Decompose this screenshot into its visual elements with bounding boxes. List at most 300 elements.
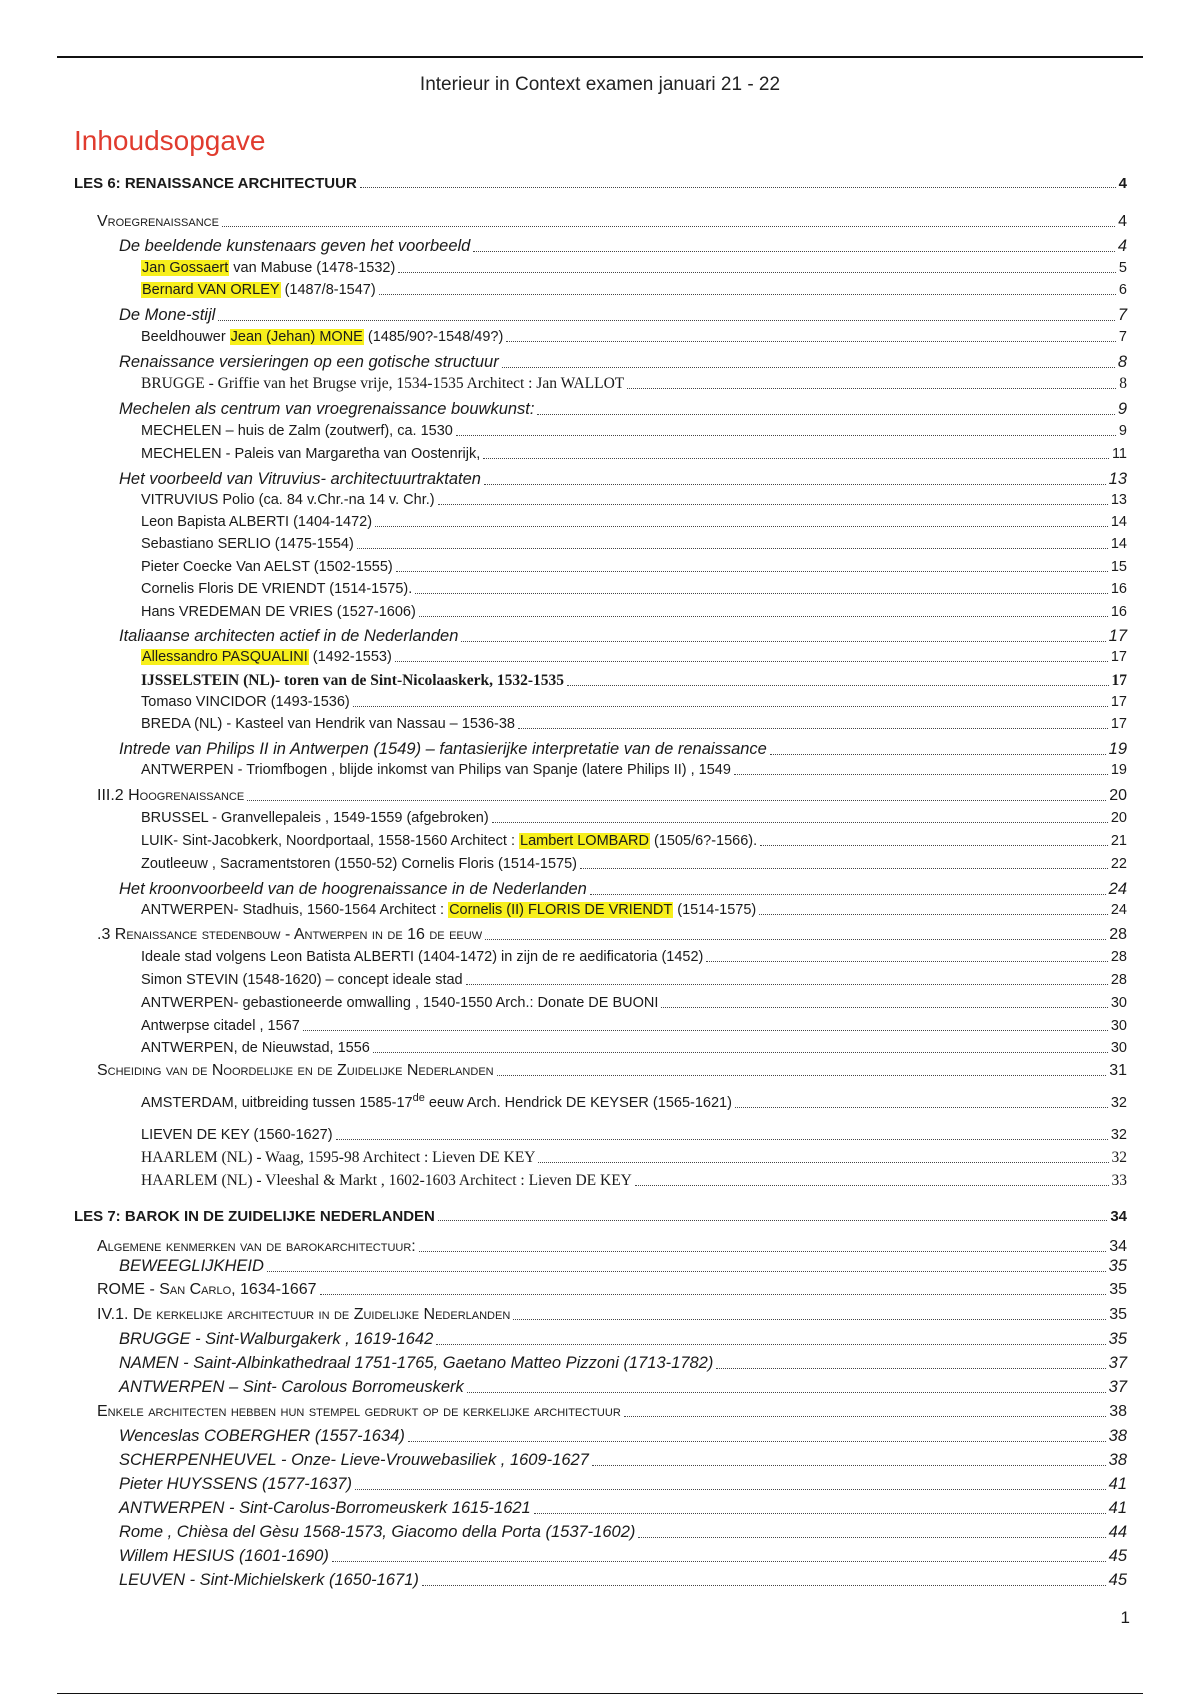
toc-entry-title: [119, 1572, 419, 1589]
toc-entry-text: Sebastiano SERLIO (1475-1554): [141, 536, 354, 552]
toc-entry-title: [141, 582, 412, 597]
toc-entry[interactable]: [141, 1041, 1127, 1056]
toc-entry-page: 34: [1110, 1208, 1127, 1225]
dot-leader: [624, 1416, 1106, 1417]
dot-leader: [735, 1107, 1108, 1108]
toc-entry-page: 37: [1108, 1378, 1127, 1396]
toc-entry-text: III.2 Hoogrenaissance: [97, 787, 245, 804]
dot-leader: [627, 388, 1116, 389]
toc-entry-title: [119, 1428, 405, 1445]
toc-entry[interactable]: [119, 881, 1127, 898]
toc-entry[interactable]: [119, 354, 1127, 371]
toc-entry-page: 17: [1111, 672, 1127, 689]
toc-entry-title: [119, 238, 470, 255]
toc-entry-page: 32: [1110, 1095, 1127, 1111]
toc-entry-page: 20: [1109, 787, 1127, 804]
toc-entry[interactable]: [141, 1092, 1127, 1111]
dot-leader: [336, 1139, 1108, 1140]
toc-entry-page: 28: [1110, 972, 1127, 988]
toc-entry-title: [141, 717, 515, 732]
toc-entry[interactable]: [141, 650, 1127, 665]
toc-entry-page: 5: [1118, 260, 1127, 276]
toc-entry-text: (1485/90?-1548/49?): [363, 329, 504, 345]
toc-entry-text: (1487/8-1547): [280, 282, 376, 298]
toc-entry[interactable]: [97, 1404, 1127, 1420]
toc-entry[interactable]: [141, 1128, 1127, 1143]
dot-leader: [398, 272, 1116, 273]
toc-entry[interactable]: [119, 1548, 1127, 1565]
dot-leader: [502, 367, 1115, 368]
dot-leader: [218, 320, 1115, 321]
toc-entry-title: [119, 307, 215, 324]
toc-entry-text: Leon Bapista ALBERTI (1404-1472): [141, 514, 373, 530]
toc-entry-title: [141, 1092, 732, 1111]
toc-entry-text: Renaissance versieringen op een gotische structuur: [119, 353, 499, 371]
toc-entry-text: MECHELEN - Paleis van Margaretha van Oostenrijk,: [141, 446, 481, 462]
toc-entry-text: Zoutleeuw , Sacramentstoren (1550-52) Cornelis Floris (1514-1575): [141, 856, 578, 872]
toc-entry-page: 41: [1108, 1475, 1127, 1493]
dot-leader: [353, 706, 1108, 707]
toc-entry[interactable]: [119, 1331, 1127, 1348]
toc-entry-page: 19: [1110, 762, 1127, 778]
toc-entry-text: Tomaso VINCIDOR (1493-1536): [141, 694, 350, 710]
toc-entry-text: Italiaanse architecten actief in de Nederlanden: [119, 627, 459, 645]
toc-entry-text: LIEVEN DE KEY (1560-1627): [141, 1127, 333, 1143]
toc-entry-text: MECHELEN – huis de Zalm (zoutwerf), ca. 1530: [141, 423, 453, 439]
toc-entry-page: 31: [1109, 1062, 1127, 1079]
toc-entry-text: Het voorbeeld van Vitruvius- architectuurtraktaten: [119, 470, 481, 488]
toc-entry-page: 38: [1108, 1427, 1127, 1445]
toc-entry[interactable]: [119, 401, 1127, 418]
toc-entry-page: 6: [1118, 282, 1127, 298]
toc-entry-page: 41: [1108, 1499, 1127, 1517]
toc-entry[interactable]: [97, 1063, 1127, 1079]
toc-entry-title: [119, 471, 481, 488]
dot-leader: [436, 1344, 1105, 1345]
dot-leader: [590, 894, 1106, 895]
toc-entry[interactable]: [141, 261, 1127, 276]
dot-leader: [759, 914, 1108, 915]
toc-entry-page: 7: [1117, 306, 1127, 324]
toc-entry-text: SCHERPENHEUVEL - Onze- Lieve-Vrouwebasiliek , 1609-1627: [119, 1451, 589, 1469]
toc-entry-title: [141, 1150, 535, 1166]
toc-entry-text: HAARLEM (NL) - Vleeshal & Markt , 1602-1603 Architect : Lieven DE KEY: [141, 1172, 632, 1189]
toc-entry-text: BRUSSEL - Granvellepaleis , 1549-1559 (afgebroken): [141, 810, 489, 826]
dot-leader: [408, 1441, 1106, 1442]
toc-entry-page: 34: [1109, 1238, 1127, 1255]
toc-entry-page: 28: [1110, 949, 1127, 965]
toc-entry-title: [97, 1307, 510, 1323]
toc-entry[interactable]: [119, 1258, 1127, 1275]
highlighted-name: Allessandro PASQUALINI: [142, 649, 308, 665]
toc-entry-title: [97, 788, 244, 804]
toc-entry[interactable]: [97, 214, 1127, 230]
header-rule: [57, 56, 1143, 58]
toc-entry-title: [141, 1173, 632, 1189]
toc-entry[interactable]: [141, 1019, 1127, 1034]
toc-entry-page: 14: [1110, 514, 1127, 530]
dot-leader: [592, 1465, 1106, 1466]
toc-entry[interactable]: [97, 788, 1127, 804]
toc-entry-title: [141, 857, 577, 872]
toc-entry-title: [141, 376, 624, 392]
toc-entry[interactable]: [119, 628, 1127, 645]
toc-entry-title: [141, 695, 350, 710]
toc-entry-title: [141, 283, 376, 298]
toc-entry-page: 17: [1110, 716, 1127, 732]
toc-entry[interactable]: [141, 811, 1127, 826]
toc-entry-title: [141, 515, 372, 530]
toc-entry-text: Scheiding van de Noordelijke en de Zuidelijke Nederlanden: [97, 1062, 494, 1079]
toc-entry[interactable]: [141, 493, 1127, 508]
toc-entry-text: ANTWERPEN- Stadhuis, 1560-1564 Architect :: [141, 902, 449, 918]
toc-entry-title: [119, 1524, 635, 1541]
toc-entry-page: 32: [1110, 1127, 1127, 1143]
toc-entry[interactable]: [141, 537, 1127, 552]
toc-entry[interactable]: [141, 330, 1127, 345]
toc-entry-text: Ideale stad volgens Leon Batista ALBERTI (1404-1472) in zijn de re aedificatoria (1452): [141, 949, 704, 965]
dot-leader: [706, 961, 1108, 962]
toc-entry-page: 30: [1110, 1018, 1127, 1034]
toc-entry-title: [97, 927, 482, 943]
toc-entry-text: ANTWERPEN – Sint- Carolous Borromeuskerk: [119, 1378, 464, 1396]
dot-leader: [567, 685, 1109, 686]
toc-entry[interactable]: [119, 1572, 1127, 1589]
toc-entry-text: Enkele architecten hebben hun stempel gedrukt op de kerkelijke architectuur: [97, 1403, 621, 1420]
toc-entry-page: 16: [1110, 604, 1127, 620]
dot-leader: [320, 1294, 1107, 1295]
dot-leader: [456, 435, 1116, 436]
toc-entry-text: Hans VREDEMAN DE VRIES (1527-1606): [141, 604, 416, 620]
toc-entry-page: 30: [1110, 995, 1127, 1011]
toc-entry-text: Wenceslas COBERGHER (1557-1634): [119, 1427, 405, 1445]
toc-entry-page: 38: [1108, 1451, 1127, 1469]
toc-entry-title: [141, 605, 416, 620]
dot-leader: [467, 1392, 1106, 1393]
toc-entry[interactable]: [141, 717, 1127, 732]
toc-entry-page: 16: [1110, 581, 1127, 597]
toc-entry-title: [141, 537, 354, 552]
dot-leader: [466, 984, 1108, 985]
toc-entry[interactable]: [97, 927, 1127, 943]
toc-entry-text: LUIK- Sint-Jacobkerk, Noordportaal, 1558-1560 Architect :: [141, 833, 519, 849]
dot-leader: [497, 1075, 1107, 1076]
toc-entry-page: 45: [1108, 1571, 1127, 1589]
toc-entry-text: Cornelis Floris DE VRIENDT (1514-1575).: [141, 581, 413, 597]
toc-entry[interactable]: [141, 283, 1127, 298]
toc-entry[interactable]: [141, 515, 1127, 530]
toc-entry-page: 4: [1117, 237, 1127, 255]
toc-entry-page: 35: [1108, 1330, 1127, 1348]
toc-entry-title: [119, 628, 458, 645]
toc-entry[interactable]: [97, 1307, 1127, 1323]
toc-entry-title: [74, 176, 357, 191]
superscript-text: de: [412, 1092, 425, 1104]
page-header-title: Interieur in Context examen januari 21 - 22: [419, 74, 781, 95]
toc-entry-text: Pieter Coecke Van AELST (1502-1555): [141, 559, 393, 575]
toc-entry[interactable]: [141, 1173, 1127, 1189]
toc-entry-title: [141, 811, 489, 826]
toc-entry-page: 24: [1110, 902, 1127, 918]
toc-entry-title: [119, 354, 499, 371]
toc-entry-text: (1492-1553): [308, 649, 392, 665]
toc-entry-title: [119, 1452, 589, 1469]
dot-leader: [373, 1052, 1108, 1053]
toc-entry-text: (1514-1575): [673, 902, 757, 918]
toc-entry-page: 21: [1110, 833, 1127, 849]
dot-leader: [506, 341, 1116, 342]
toc-entry-page: 45: [1108, 1547, 1127, 1565]
toc-entry[interactable]: [141, 560, 1127, 575]
toc-entry[interactable]: [141, 973, 1127, 988]
dot-leader: [484, 484, 1106, 485]
toc-entry-page: 14: [1110, 536, 1127, 552]
toc-entry-page: 17: [1110, 649, 1127, 665]
toc-entry-title: [141, 673, 564, 689]
dot-leader: [537, 414, 1114, 415]
toc-entry[interactable]: [119, 1355, 1127, 1372]
toc-entry-text: Simon STEVIN (1548-1620) – concept ideale stad: [141, 972, 463, 988]
toc-entry-text: BRUGGE - Sint-Walburgakerk , 1619-1642: [119, 1330, 434, 1348]
toc-entry-page: 8: [1119, 375, 1127, 392]
toc-entry-title: [141, 996, 658, 1011]
toc-entry-title: [97, 1282, 317, 1298]
toc-entry-page: 28: [1109, 926, 1127, 943]
toc-entry-page: 35: [1109, 1281, 1127, 1298]
dot-leader: [419, 1251, 1106, 1252]
dot-leader: [419, 616, 1108, 617]
dot-leader: [635, 1185, 1109, 1186]
toc-entry-title: [141, 447, 480, 462]
toc-entry[interactable]: [141, 857, 1127, 872]
toc-entry-page: 4: [1118, 175, 1127, 192]
toc-entry-title: [141, 261, 395, 276]
toc-entry[interactable]: [141, 996, 1127, 1011]
toc-entry-text: IV.1. De kerkelijke architectuur in de Zuidelijke Nederlanden: [97, 1306, 511, 1323]
dot-leader: [222, 226, 1115, 227]
toc-entry-text: Rome , Chièsa del Gèsu 1568-1573, Giacomo della Porta (1537-1602): [119, 1523, 636, 1541]
toc-entry[interactable]: [74, 176, 1127, 191]
toc-heading: Inhoudsopgave: [74, 125, 266, 156]
toc-entry[interactable]: [97, 1282, 1127, 1298]
toc-entry-text: Mechelen als centrum van vroegrenaissance bouwkunst:: [119, 400, 535, 418]
toc-entry-page: 17: [1108, 627, 1127, 645]
toc-entry-text: De beeldende kunstenaars geven het voorbeeld: [119, 237, 471, 255]
toc-entry-text: NAMEN - Saint-Albinkathedraal 1751-1765, Gaetano Matteo Pizzoni (1713-1782): [119, 1354, 714, 1372]
toc-entry-text: Intrede van Philips II in Antwerpen (1549) – fantasierijke interpretatie van de renaissance: [119, 740, 767, 758]
dot-leader: [355, 1489, 1106, 1490]
toc-entry-text: BREDA (NL) - Kasteel van Hendrik van Nassau – 1536-38: [141, 716, 515, 732]
toc-entry-page: 4: [1118, 213, 1127, 230]
toc-entry[interactable]: [119, 238, 1127, 255]
toc-entry-text: Antwerpse citadel , 1567: [141, 1018, 300, 1034]
toc-entry-page: 19: [1108, 740, 1127, 758]
toc-entry-page: 11: [1111, 446, 1127, 462]
toc-entry-title: [141, 560, 393, 575]
toc-entry-title: [141, 1041, 370, 1056]
toc-entry[interactable]: [141, 582, 1127, 597]
toc-entry[interactable]: [141, 950, 1127, 965]
toc-entry[interactable]: [141, 376, 1127, 392]
toc-entry-title: [119, 1476, 352, 1493]
dot-leader: [438, 1220, 1107, 1221]
toc-entry-title: [141, 424, 453, 439]
toc-entry-text: De Mone-stijl: [119, 306, 216, 324]
highlighted-name: Cornelis (II) FLORIS DE VRIENDT: [449, 902, 673, 918]
toc-entry-text: LEUVEN - Sint-Michielskerk (1650-1671): [119, 1571, 419, 1589]
toc-entry-page: 8: [1117, 353, 1127, 371]
dot-leader: [375, 526, 1108, 527]
toc-entry-text: .3 Renaissance stedenbouw - Antwerpen in de 16 de eeuw: [97, 926, 483, 943]
dot-leader: [396, 571, 1108, 572]
toc-entry[interactable]: [119, 1500, 1127, 1517]
toc-entry-title: [119, 741, 767, 758]
toc-entry-page: 17: [1110, 694, 1127, 710]
dot-leader: [422, 1585, 1106, 1586]
toc-entry-title: [141, 650, 392, 665]
dot-leader: [492, 822, 1108, 823]
toc-entry-text: IJSSELSTEIN (NL)- toren van de Sint-Nicolaaskerk, 1532-1535: [141, 672, 564, 689]
highlighted-name: Jan Gossaert: [142, 260, 229, 276]
toc-entry-text: BEWEEGLIJKHEID: [119, 1257, 264, 1275]
toc-entry-text: Vroegrenaissance: [97, 213, 219, 230]
dot-leader: [267, 1271, 1106, 1272]
dot-leader: [395, 661, 1108, 662]
dot-leader: [580, 868, 1108, 869]
toc-entry-title: [141, 493, 435, 508]
toc-entry-page: 37: [1108, 1354, 1127, 1372]
toc-entry-text: van Mabuse (1478-1532): [229, 260, 396, 276]
toc-entry-title: [141, 950, 703, 965]
toc-entry-text: ANTWERPEN, de Nieuwstad, 1556: [141, 1040, 370, 1056]
dot-leader: [513, 1319, 1106, 1320]
dot-leader: [485, 939, 1106, 940]
toc-entry-title: [141, 1019, 300, 1034]
dot-leader: [483, 458, 1109, 459]
toc-entry-title: [97, 1063, 494, 1079]
toc-entry[interactable]: [119, 1428, 1127, 1445]
dot-leader: [473, 251, 1114, 252]
toc-entry-title: [141, 763, 731, 778]
toc-entry-text: Beeldhouwer: [141, 329, 230, 345]
toc-entry-text: LES 7: BAROK IN DE ZUIDELIJKE NEDERLANDEN: [74, 1208, 435, 1225]
toc-entry[interactable]: [97, 1239, 1127, 1255]
toc-entry[interactable]: [141, 903, 1127, 918]
dot-leader: [538, 1162, 1108, 1163]
dot-leader: [247, 800, 1106, 801]
dot-leader: [461, 641, 1105, 642]
dot-leader: [379, 294, 1116, 295]
toc-entry[interactable]: [141, 834, 1127, 849]
toc-entry-title: [97, 1239, 416, 1255]
toc-entry-title: [97, 214, 219, 230]
toc-entry[interactable]: [119, 741, 1127, 758]
toc-entry-page: 20: [1110, 810, 1127, 826]
toc-entry-text: (1505/6?-1566).: [649, 833, 758, 849]
toc-entry-page: 7: [1118, 329, 1127, 345]
toc-entry-title: [141, 1128, 333, 1143]
toc-entry-page: 30: [1110, 1040, 1127, 1056]
toc-entry[interactable]: [141, 763, 1127, 778]
dot-leader: [734, 774, 1108, 775]
toc-entry-page: 15: [1110, 559, 1127, 575]
toc-entry[interactable]: [119, 471, 1127, 488]
highlighted-name: Jean (Jehan) MONE: [230, 329, 363, 345]
toc-entry-text: HAARLEM (NL) - Waag, 1595-98 Architect : Lieven DE KEY: [141, 1149, 536, 1166]
toc-entry-page: 13: [1108, 470, 1127, 488]
toc-entry-title: [141, 330, 503, 345]
toc-entry-text: Algemene kenmerken van de barokarchitectuur:: [97, 1238, 416, 1255]
toc-entry-title: [119, 881, 587, 898]
dot-leader: [360, 187, 1116, 188]
toc-entry-text: AMSTERDAM, uitbreiding tussen 1585-17: [141, 1095, 413, 1111]
toc-entry-page: 32: [1111, 1149, 1127, 1166]
toc-entry-text: Willem HESIUS (1601-1690): [119, 1547, 329, 1565]
toc-entry-page: 44: [1108, 1523, 1127, 1541]
toc-entry-title: [74, 1209, 435, 1224]
toc-entry[interactable]: [119, 307, 1127, 324]
dot-leader: [638, 1537, 1105, 1538]
toc-entry-text: Het kroonvoorbeeld van de hoogrenaissance in de Nederlanden: [119, 880, 587, 898]
toc-entry-text: ANTWERPEN- gebastioneerde omwalling , 1540-1550 Arch.: Donate DE BUONI: [141, 995, 659, 1011]
toc-entry[interactable]: [141, 447, 1127, 462]
page-number: 1: [1120, 1608, 1130, 1627]
toc-entry-title: [119, 1500, 531, 1517]
toc-entry[interactable]: [119, 1452, 1127, 1469]
dot-leader: [716, 1368, 1105, 1369]
dot-leader: [303, 1030, 1108, 1031]
toc-entry[interactable]: [141, 1150, 1127, 1166]
toc-entry-text: eeuw Arch. Hendrick DE KEYSER (1565-1621): [424, 1095, 732, 1111]
toc-entry[interactable]: [141, 424, 1127, 439]
footer-rule: [57, 1693, 1143, 1694]
dot-leader: [357, 548, 1108, 549]
toc-entry[interactable]: [119, 1476, 1127, 1493]
toc-entry-title: [141, 973, 463, 988]
toc-entry-title: [97, 1404, 621, 1420]
toc-entry-title: [119, 1379, 464, 1396]
toc-entry-text: Pieter HUYSSENS (1577-1637): [119, 1475, 352, 1493]
toc-entry[interactable]: [141, 673, 1127, 689]
dot-leader: [332, 1561, 1106, 1562]
toc-entry-title: [141, 903, 756, 918]
toc-entry-page: 24: [1108, 880, 1127, 898]
toc-entry-page: 35: [1109, 1306, 1127, 1323]
toc-entry-text: ANTWERPEN - Triomfbogen , blijde inkomst van Philips van Spanje (latere Philips II) , 1549: [141, 762, 731, 778]
toc-entry-text: BRUGGE - Griffie van het Brugse vrije, 1534-1535 Architect : Jan WALLOT: [141, 375, 625, 392]
toc-entry-title: [119, 1355, 713, 1372]
toc-entry-page: 38: [1109, 1403, 1127, 1420]
dot-leader: [760, 845, 1108, 846]
dot-leader: [661, 1007, 1107, 1008]
toc-entry[interactable]: [119, 1379, 1127, 1396]
toc-entry[interactable]: [141, 605, 1127, 620]
toc-entry-page: 33: [1111, 1172, 1127, 1189]
toc-entry-text: LES 6: RENAISSANCE ARCHITECTUUR: [74, 175, 357, 192]
toc-entry-title: [119, 401, 534, 418]
highlighted-name: Lambert LOMBARD: [520, 833, 649, 849]
toc-entry-title: [119, 1258, 264, 1275]
dot-leader: [770, 754, 1106, 755]
toc-entry-title: [119, 1548, 329, 1565]
dot-leader: [438, 504, 1108, 505]
toc-entry[interactable]: [74, 1209, 1127, 1224]
toc-entry[interactable]: [141, 695, 1127, 710]
dot-leader: [415, 593, 1108, 594]
toc-entry-title: [119, 1331, 433, 1348]
dot-leader: [534, 1513, 1106, 1514]
toc-entry[interactable]: [119, 1524, 1127, 1541]
